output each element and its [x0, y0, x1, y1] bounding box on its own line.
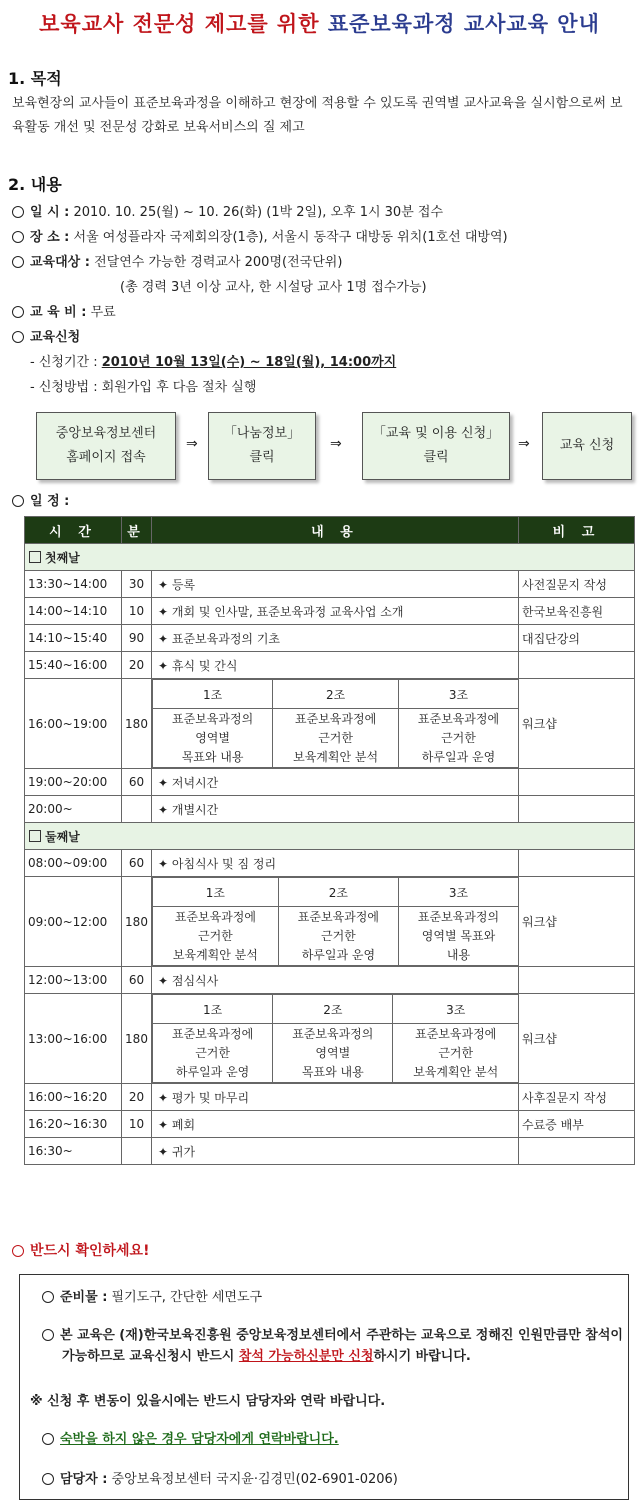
row-note: 사전질문지 작성: [519, 571, 635, 598]
page-title: [0, 8, 639, 38]
workshop-groups: [152, 877, 518, 966]
row-note: [519, 769, 635, 796]
row-min: 30: [122, 571, 152, 598]
day2-row: [25, 823, 635, 850]
apply-row: [12, 326, 80, 345]
workshop-row: [25, 877, 635, 967]
flow-step4: 교육 신청: [559, 438, 615, 453]
row-content: ✦ 저녁시간: [152, 769, 519, 796]
table-row: [25, 652, 635, 679]
row-min: 60: [122, 850, 152, 877]
notice-heading-row: [12, 1240, 149, 1260]
target-label: 교육대상 :: [30, 255, 90, 270]
group-label: 2조: [273, 680, 399, 709]
title-part2: 표준보육과정 교사교육 안내: [327, 12, 600, 36]
flow-step1-line2: 홈페이지 접속: [66, 450, 146, 465]
row-min: 180: [122, 679, 152, 769]
header-note: 비 고: [519, 517, 635, 544]
lodging-text: 숙박을 하지 않은 경우 담당자에게 연락바랍니다.: [60, 1432, 339, 1447]
target-value: 전달연수 가능한 경력교사 200명(전국단위): [94, 255, 343, 270]
flow-step2-line2: 클릭: [249, 450, 275, 465]
row-content: ✦ 평가 및 마무리: [152, 1084, 519, 1111]
row-note: 워크샵: [519, 679, 635, 769]
table-row: [25, 1084, 635, 1111]
circle-bullet-icon: [12, 206, 24, 218]
header-content: 내 용: [152, 517, 519, 544]
table-row: [25, 850, 635, 877]
row-time: 13:30~14:00: [25, 571, 122, 598]
row-note: 워크샵: [519, 994, 635, 1084]
date-value: 2010. 10. 25(월) ~ 10. 26(화) (1박 2일), 오후 1시 30분 접수: [73, 205, 444, 220]
row-min: 10: [122, 1111, 152, 1138]
circle-bullet-icon: [12, 256, 24, 268]
header-min: 분: [122, 517, 152, 544]
notice-heading: 반드시 확인하세요!: [30, 1243, 150, 1259]
row-time: 09:00~12:00: [25, 877, 122, 967]
notice-box: [19, 1274, 629, 1500]
place-row: [12, 226, 508, 245]
prep-value: 필기도구, 간단한 세면도구: [111, 1290, 263, 1305]
checkbox-square-icon: [29, 830, 41, 842]
warning-line: ※ 신청 후 변동이 있을시에는 반드시 담당자와 연락 바랍니다.: [30, 1394, 386, 1409]
title-part1: 보육교사 전문성 제고를 위한: [39, 12, 320, 36]
fee-row: [12, 301, 116, 320]
flow-step-homepage: [36, 412, 176, 480]
group-label: 2조: [278, 878, 398, 907]
row-content: ✦ 개별시간: [152, 796, 519, 823]
flow-step1-line1: 중앙보육정보센터: [55, 426, 157, 441]
group-label: 1조: [153, 995, 273, 1024]
day2-label: 둘째날: [45, 829, 80, 844]
table-row: [25, 967, 635, 994]
table-row: [25, 571, 635, 598]
row-time: 14:00~14:10: [25, 598, 122, 625]
group-topic: 표준보육과정에 근거한 하루일과 운영: [153, 1024, 273, 1083]
lodging-line: [42, 1429, 622, 1450]
flow-step2-line1: 「나눔정보」: [223, 426, 301, 441]
prep-line: [42, 1287, 622, 1308]
contact-line: [42, 1469, 622, 1490]
row-min: 20: [122, 1084, 152, 1111]
section2-heading: 2. 내용: [8, 175, 62, 194]
circle-bullet-icon: [12, 331, 24, 343]
row-content: ✦ 귀가: [152, 1138, 519, 1165]
circle-bullet-icon: [42, 1329, 54, 1341]
contact-value: 중앙보육정보센터 국지윤·김경민(02-6901-0206): [111, 1472, 398, 1487]
group-topic: 표준보육과정의 영역별 목표와 내용: [273, 1024, 393, 1083]
flow-step-final: [542, 412, 632, 480]
prep-label: 준비물 :: [60, 1290, 108, 1305]
row-time: 16:00~19:00: [25, 679, 122, 769]
group-label: 3조: [398, 680, 518, 709]
fee-label: 교 육 비 :: [30, 305, 87, 320]
group-label: 1조: [153, 878, 279, 907]
date-label: 일 시 :: [30, 205, 70, 220]
target-row: [12, 251, 342, 270]
schedule-table: [24, 516, 635, 1165]
date-row: [12, 201, 443, 220]
row-time: 12:00~13:00: [25, 967, 122, 994]
arrow-right-icon: ⇒: [330, 436, 342, 452]
workshop-groups: [152, 994, 518, 1083]
group-topic: 표준보육과정에 근거한 보육계획안 분석: [273, 709, 399, 768]
checkbox-square-icon: [29, 551, 41, 563]
row-note: 워크샵: [519, 877, 635, 967]
row-min: 90: [122, 625, 152, 652]
row-note: [519, 796, 635, 823]
workshop-groups: [152, 679, 518, 768]
main-notice: [42, 1325, 627, 1367]
contact-label: 담당자 :: [60, 1472, 108, 1487]
period-row: [30, 351, 396, 370]
row-min: [122, 1138, 152, 1165]
table-row: [25, 1138, 635, 1165]
row-note: [519, 652, 635, 679]
method-value: 회원가입 후 다음 절차 실행: [101, 380, 257, 395]
schedule-label: 일 정 :: [30, 494, 70, 509]
fee-value: 무료: [90, 305, 116, 320]
row-time: 08:00~09:00: [25, 850, 122, 877]
row-time: 16:20~16:30: [25, 1111, 122, 1138]
method-row: [30, 376, 256, 395]
group-label: 3조: [393, 995, 518, 1024]
circle-bullet-icon: [42, 1291, 54, 1303]
section1-heading: 1. 목적: [8, 69, 62, 88]
table-header-row: [25, 517, 635, 544]
day1-row: [25, 544, 635, 571]
group-topic: 표준보육과정에 근거한 보육계획안 분석: [153, 907, 279, 966]
apply-label: 교육신청: [30, 330, 81, 345]
group-topic: 표준보육과정의 영역별 목표와 내용: [398, 907, 518, 966]
row-note: 대집단강의: [519, 625, 635, 652]
period-value: 2010년 10월 13일(수) ~ 18일(월), 14:00까지: [101, 355, 397, 370]
main-notice-red: 참석 가능하신분만 신청: [238, 1349, 374, 1364]
row-note: [519, 850, 635, 877]
circle-bullet-icon: [12, 231, 24, 243]
arrow-right-icon: ⇒: [186, 436, 198, 452]
row-note: 수료증 배부: [519, 1111, 635, 1138]
circle-bullet-icon: [12, 1245, 24, 1257]
day1-label: 첫째날: [45, 550, 80, 565]
row-content: ✦ 개회 및 인사말, 표준보육과정 교육사업 소개: [152, 598, 519, 625]
main-notice-a: 본 교육은 (재)한국보육진흥원 중앙보육정보센터에서 주관하는 교육으로 정해진 인원만큼만 참석이 가능하므로 교육신청시 반드시: [60, 1328, 623, 1364]
table-row: [25, 1111, 635, 1138]
flow-step-sharing: [208, 412, 316, 480]
circle-bullet-icon: [12, 306, 24, 318]
circle-bullet-icon: [12, 495, 24, 507]
group-label: 2조: [273, 995, 393, 1024]
circle-bullet-icon: [42, 1473, 54, 1485]
group-label: 1조: [153, 680, 273, 709]
table-row: [25, 598, 635, 625]
row-content: ✦ 표준보육과정의 기초: [152, 625, 519, 652]
row-min: 180: [122, 877, 152, 967]
arrow-right-icon: ⇒: [518, 436, 530, 452]
row-time: 13:00~16:00: [25, 994, 122, 1084]
group-topic: 표준보육과정의 영역별 목표와 내용: [153, 709, 273, 768]
row-content: ✦ 아침식사 및 짐 정리: [152, 850, 519, 877]
row-time: 16:00~16:20: [25, 1084, 122, 1111]
group-topic: 표준보육과정에 근거한 하루일과 운영: [398, 709, 518, 768]
place-label: 장 소 :: [30, 230, 70, 245]
group-topic: 표준보육과정에 근거한 보육계획안 분석: [393, 1024, 518, 1083]
group-label: 3조: [398, 878, 518, 907]
group-topic: 표준보육과정에 근거한 하루일과 운영: [278, 907, 398, 966]
row-time: 15:40~16:00: [25, 652, 122, 679]
target-note: (총 경력 3년 이상 교사, 한 시설당 교사 1명 접수가능): [120, 280, 427, 295]
table-row: [25, 625, 635, 652]
row-time: 20:00~: [25, 796, 122, 823]
row-note: [519, 967, 635, 994]
row-content: ✦ 점심식사: [152, 967, 519, 994]
row-min: 60: [122, 769, 152, 796]
period-label: - 신청기간 :: [30, 355, 98, 370]
flow-step3-line2: 클릭: [423, 450, 449, 465]
method-label: - 신청방법 :: [30, 380, 98, 395]
row-content: ✦ 등록: [152, 571, 519, 598]
row-time: 19:00~20:00: [25, 769, 122, 796]
table-row: [25, 796, 635, 823]
workshop-row: [25, 679, 635, 769]
row-min: 10: [122, 598, 152, 625]
row-time: 16:30~: [25, 1138, 122, 1165]
row-content: ✦ 휴식 및 간식: [152, 652, 519, 679]
row-note: 사후질문지 작성: [519, 1084, 635, 1111]
row-min: 60: [122, 967, 152, 994]
circle-bullet-icon: [42, 1433, 54, 1445]
row-note: [519, 1138, 635, 1165]
flow-step-apply: [362, 412, 510, 480]
flow-step3-line1: 「교육 및 이용 신청」: [372, 426, 500, 441]
row-content: ✦ 폐회: [152, 1111, 519, 1138]
row-min: 180: [122, 994, 152, 1084]
row-min: [122, 796, 152, 823]
row-note: 한국보육진흥원: [519, 598, 635, 625]
section1-text: 보육현장의 교사들이 표준보육과정을 이해하고 현장에 적용할 수 있도록 권역별 교사교육을 실시함으로써 보육활동 개선 및 전문성 강화로 보육서비스의 질 제고: [12, 96, 623, 135]
place-value: 서울 여성플라자 국제회의장(1층), 서울시 동작구 대방동 위치(1호선 대방역): [73, 230, 508, 245]
row-time: 14:10~15:40: [25, 625, 122, 652]
workshop-row: [25, 994, 635, 1084]
main-notice-b: 하시기 바랍니다.: [373, 1349, 471, 1364]
header-time: 시 간: [25, 517, 122, 544]
row-min: 20: [122, 652, 152, 679]
table-row: [25, 769, 635, 796]
schedule-row: [12, 490, 69, 509]
